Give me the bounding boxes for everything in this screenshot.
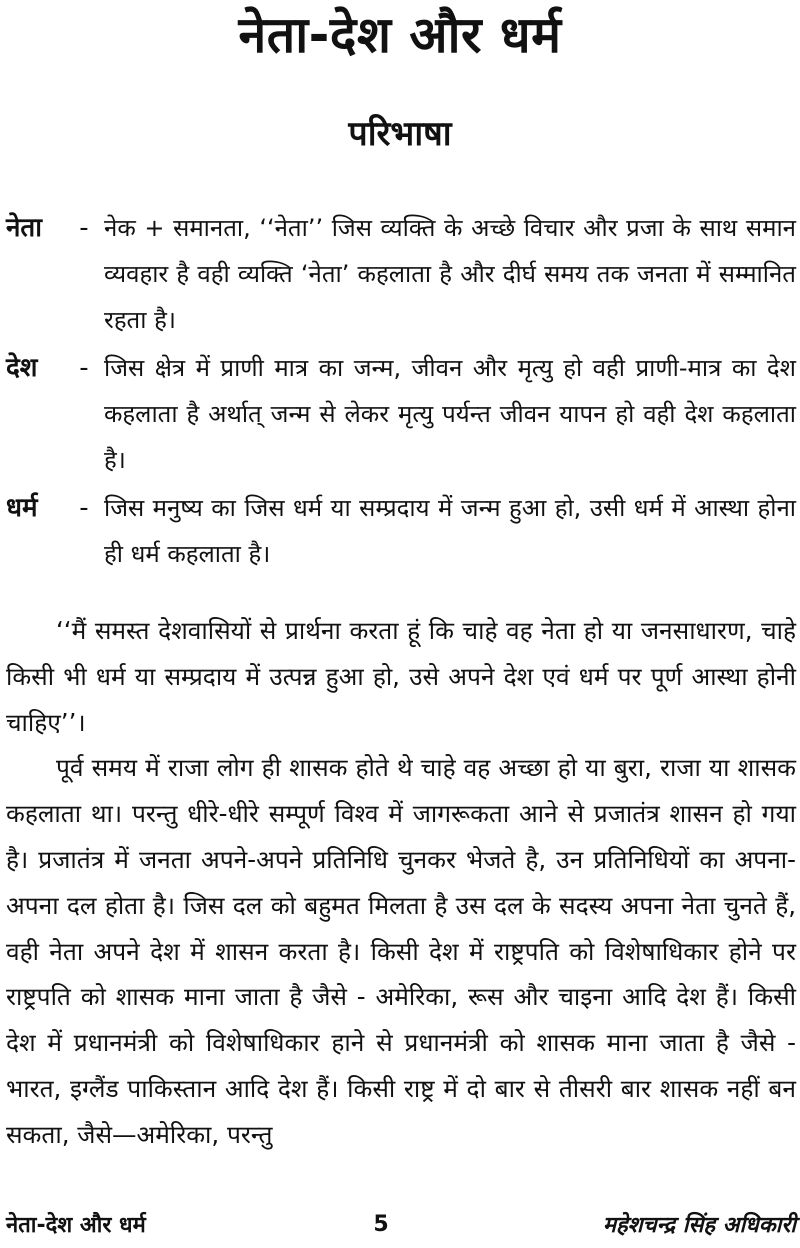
definition-dash: - bbox=[79, 213, 89, 243]
page-number: 5 bbox=[373, 1211, 389, 1237]
definition-text: जिस क्षेत्र में प्राणी मात्र का जन्म, जीवन और मृत्यु हो वही प्राणी-मात्र का देश कहलाता है अर्थात् जन्म से लेकर मृत्यु पर्यन्त जीवन यापन हो वही देश कहलाता है। bbox=[104, 354, 796, 474]
definition-term: देश bbox=[6, 353, 38, 383]
definition-term: नेता bbox=[6, 213, 42, 243]
definition-term: धर्म bbox=[6, 493, 38, 523]
definition-dharm bbox=[6, 485, 796, 577]
quote-paragraph: ‘‘मैं समस्त देशवासियों से प्रार्थना करता हूं कि चाहे वह नेता हो या जनसाधारण, चाहे किसी भी धर्म या सम्प्रदाय में उत्पन्न हुआ हो, उसे अपने देश एवं धर्म पर पूर्ण आस्था होनी चाहिए’’। bbox=[6, 616, 796, 737]
body-text bbox=[6, 608, 796, 1158]
definition-text: नेक + समानता, ‘‘नेता’’ जिस व्यक्ति के अच्छे विचार और प्रजा के साथ समान व्यवहार है वही व्यक्ति ‘नेता’ कहलाता है और दीर्घ समय तक जनता में सम्मानित रहता है। bbox=[104, 214, 796, 334]
footer-book-title: नेता-देश और धर्म bbox=[6, 1213, 146, 1238]
section-heading: परिभाषा bbox=[348, 114, 452, 154]
page-title: नेता-देश और धर्म bbox=[238, 6, 562, 64]
definition-text: जिस मनुष्य का जिस धर्म या सम्प्रदाय में जन्म हुआ हो, उसी धर्म में आस्था होना ही धर्म कहलाता है। bbox=[104, 494, 796, 568]
footer-author: महेशचन्द्र सिंह अधिकारी bbox=[602, 1213, 796, 1238]
page-footer bbox=[6, 1204, 796, 1244]
definition-dash: - bbox=[79, 493, 89, 523]
definition-dash: - bbox=[79, 353, 89, 383]
definitions-list bbox=[6, 205, 796, 577]
definition-desh bbox=[6, 345, 796, 483]
body-paragraph: पूर्व समय में राजा लोग ही शासक होते थे चाहे वह अच्छा हो या बुरा, राजा या शासक कहलाता था। परन्तु धीरे-धीरे सम्पूर्ण विश्व में जागरूकता आने से प्रजातंत्र शासन हो गया है। प्रजातंत्र में जनता अपने-अपने प्रतिनिधि चुनकर भेजते है, उन प्रतिनिधियों का अपना-अपना दल होता है। जिस दल को बहुमत मिलता है उस दल के सदस्य अपना नेता चुनते हैं, वही नेता अपने देश में शासन करता है। किसी देश में राष्ट्रपति को विशेषाधिकार होने पर राष्ट्रपति को शासक माना जाता है जैसे - अमेरिका, रूस और चाइना आदि देश हैं। किसी देश में प्रधानमंत्री को विशेषाधिकार हाने से प्रधानमंत्री को शासक माना जाता है जैसे - भारत, इग्लैंड पाकिस्तान आदि देश हैं। किसी राष्ट्र में दो बार से तीसरी बार शासक नहीं बन सकता, जैसे—अमेरिका, परन्तु bbox=[6, 753, 796, 1149]
definition-neta bbox=[6, 205, 796, 343]
